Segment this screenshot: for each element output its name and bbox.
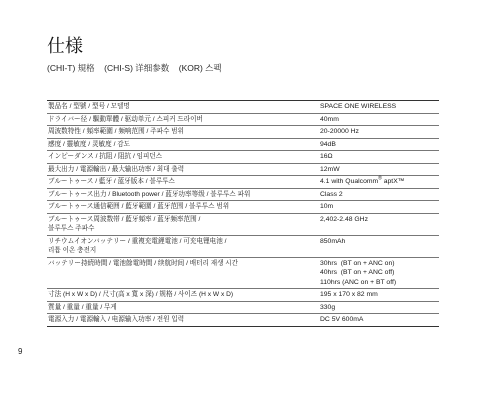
spec-row-model <box>47 101 439 114</box>
page-title: 仕様 <box>47 36 83 56</box>
spec-value: 30hrs (BT on + ANC on) 40hrs (BT on + ANC off) 110hrs (ANC on + BT off) <box>320 259 397 286</box>
spec-value: 94dB <box>320 140 336 148</box>
spec-label: 感度 / 靈敏度 / 灵敏度 / 감도 <box>48 140 130 148</box>
spec-row-weight <box>47 302 439 315</box>
spec-label: ブルートゥース / 藍牙 / 蓝牙版本 / 블루투스 <box>48 178 175 185</box>
spec-label: リチウムイオンバッテリー / 重複充電鋰電池 / 可充电锂电池 / 리튬 이온 충전지 <box>48 237 227 254</box>
spec-row-battery <box>47 236 439 258</box>
spec-label: ブルートゥース通信範囲 / 藍牙範圍 / 蓝牙范围 / 블루투스 범위 <box>48 203 230 210</box>
spec-value: 12mW <box>320 165 340 173</box>
spec-row-max-output <box>47 164 439 177</box>
spec-value <box>320 176 439 188</box>
spec-label: インピーダンス / 抗阻 / 阻抗 / 임피던스 <box>48 153 163 160</box>
registered-mark: ® <box>378 175 382 182</box>
spec-label: バッテリー持続時間 / 電池餘電時間 / 续航时间 / 배터리 재생 시간 <box>48 259 239 267</box>
spec-label: 周波数特性 / 頻率範圍 / 频响范围 / 주파수 범위 <box>48 128 184 135</box>
spec-value: 16Ω <box>320 153 333 160</box>
spec-value: 195 x 170 x 82 mm <box>320 291 378 298</box>
spec-row-dimensions <box>47 289 439 302</box>
spec-row-bluetooth-frequency <box>47 214 439 236</box>
spec-label: 電源入力 / 電源輸入 / 电源输入功率 / 전원 입력 <box>48 316 185 323</box>
spec-value-main: 4.1 with Qualcomm <box>320 178 379 185</box>
spec-value: DC 5V 600mA <box>320 316 364 323</box>
spec-value-suffix: aptX™ <box>381 178 405 185</box>
spec-value: 850mAh <box>320 237 346 245</box>
spec-value: SPACE ONE WIRELESS <box>320 103 397 110</box>
spec-label: 製品名 / 型號 / 型号 / 모델명 <box>48 103 130 110</box>
spec-label: 寸法 (H x W x D) / 尺寸(高 x 寬 x 深) / 规格 / 사이즈 (H x W x D) <box>48 291 234 298</box>
spec-value: Class 2 <box>320 190 343 198</box>
language-subtitle: (CHI-T) 規格 (CHI-S) 详细参数 (KOR) 스펙 <box>47 63 222 73</box>
spec-label: 最大出力 / 電源輸出 / 最大输出功率 / 최대 출력 <box>48 165 185 173</box>
spec-label: 質量 / 重量 / 重量 / 무게 <box>48 303 117 311</box>
spec-value: 40mm <box>320 115 339 123</box>
spec-label: ドライバー径 / 驅動單體 / 驱动单元 / 스피커 드라이버 <box>48 115 203 123</box>
spec-row-power-input <box>47 314 439 326</box>
spec-table <box>47 100 439 327</box>
spec-label: ブルートゥース周波数帯 / 藍牙頻率 / 蓝牙频率范围 / 블루투스 주파수 <box>48 215 201 232</box>
spec-row-frequency-response <box>47 126 439 139</box>
spec-row-bluetooth-range <box>47 201 439 214</box>
spec-label: ブルートゥース出力 / Bluetooth power / 蓝牙功率等级 / 블루투스 파워 <box>48 190 251 198</box>
spec-row-driver <box>47 114 439 127</box>
spec-value: 330g <box>320 303 336 311</box>
spec-value: 2,402-2.48 GHz <box>320 215 368 223</box>
spec-row-impedance <box>47 151 439 164</box>
page-number: 9 <box>18 347 23 356</box>
spec-row-bluetooth <box>47 176 439 189</box>
spec-row-battery-life <box>47 258 439 290</box>
spec-row-sensitivity <box>47 139 439 152</box>
spec-value: 10m <box>320 203 334 210</box>
spec-value: 20-20000 Hz <box>320 128 359 135</box>
spec-row-bluetooth-power <box>47 189 439 202</box>
